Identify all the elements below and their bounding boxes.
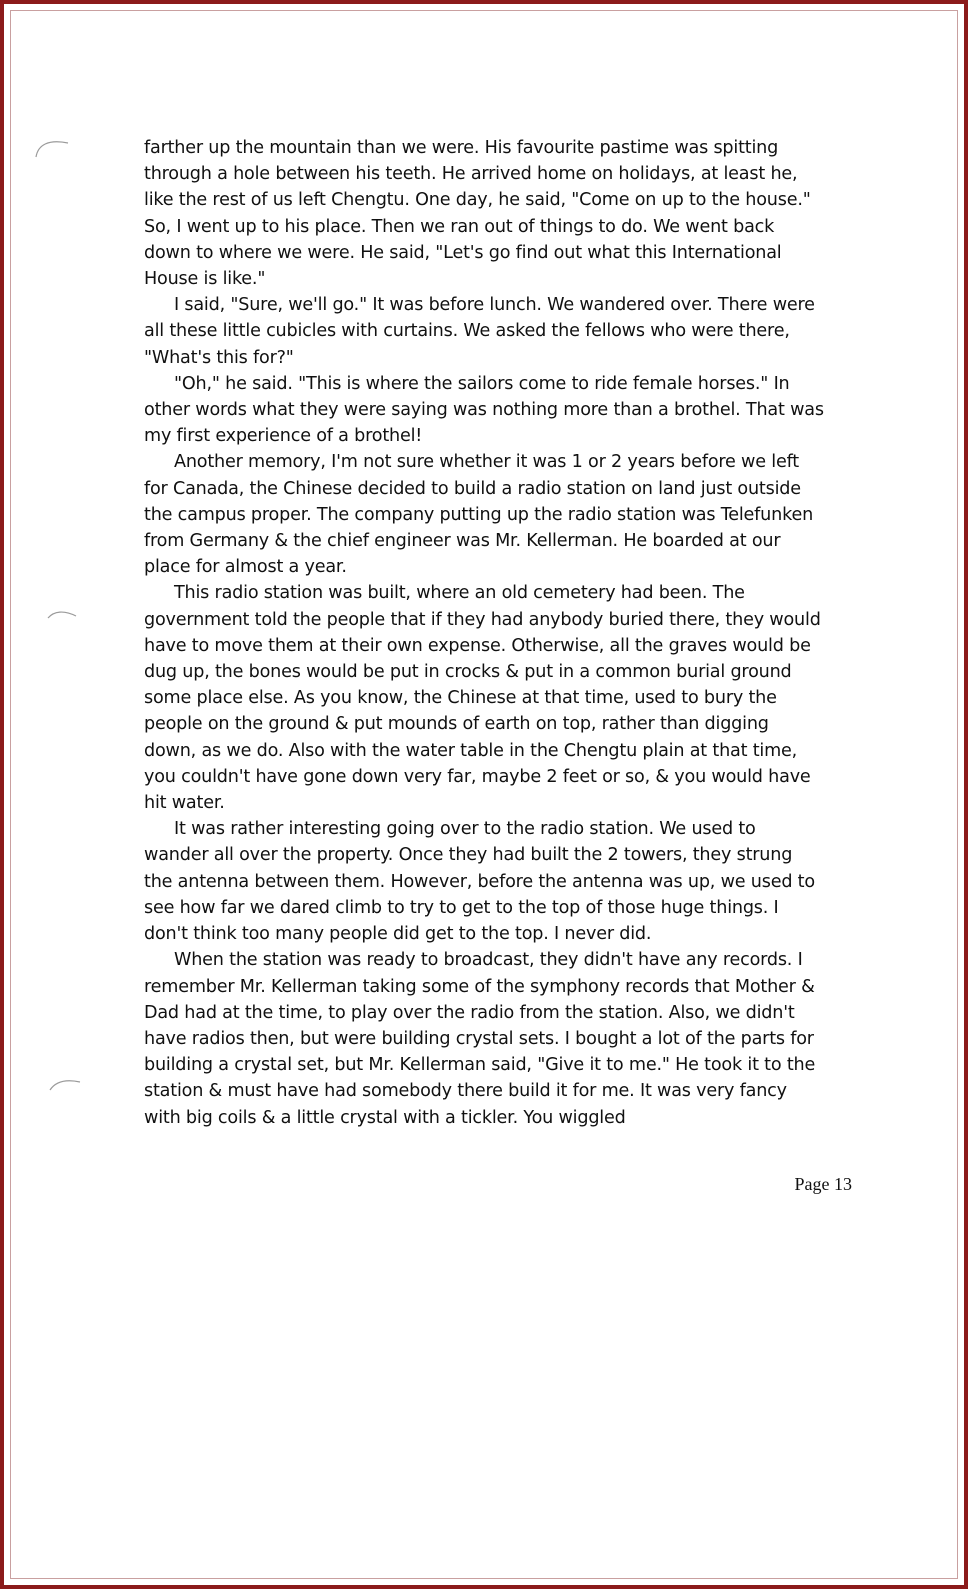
- paragraph: "Oh," he said. "This is where the sailors come to ride female horses." In other words what they were saying was nothing more than a brothel. That was my first experience of a brothel!: [144, 373, 824, 447]
- punch-hole-mark-middle: [46, 608, 82, 622]
- punch-hole-mark-top: [34, 137, 70, 151]
- page-number: Page 13: [794, 1174, 852, 1194]
- paragraph: farther up the mountain than we were. His favourite pastime was spitting through a hole between his teeth. He arrived home on holidays, at least he, like the rest of us left Chengtu. One day, he said, "Come on up to the house." So, I went up to his place. Then we ran out of things to do. We went back down to where we were. He said, "Let's go find out what this International House is like.": [144, 138, 811, 290]
- paragraph: I said, "Sure, we'll go." It was before lunch. We wandered over. There were all these little cubicles with curtains. We asked the fellows who were there, "What's this for?": [144, 295, 815, 368]
- paragraph: This radio station was built, where an old cemetery had been. The government told the people that if they had anybody buried there, they would have to move them at their own expense. Otherwise, all the graves would be dug up, the bones would be put in crocks & put in a common burial ground some place else. As you know, the Chinese at that time, used to bury the people on the ground & put mounds of earth on top, rather than digging down, as we do. Also with the water table in the Chengtu plain at that time, you couldn't have gone down very far, maybe 2 feet or so, & you would have hit water.: [144, 583, 821, 814]
- punch-hole-mark-bottom: [48, 1076, 84, 1090]
- memoir-body-text: [144, 135, 824, 1131]
- paragraph: It was rather interesting going over to the radio station. We used to wander all over the property. Once they had built the 2 towers, they strung the antenna between them. However, before the antenna was up, we used to see how far we dared climb to try to get to the top of those huge things. I don't think too many people did get to the top. I never did.: [144, 819, 815, 945]
- paragraph: Another memory, I'm not sure whether it was 1 or 2 years before we left for Canada, the Chinese decided to build a radio station on land just outside the campus proper. The company putting up the radio station was Telefunken from Germany & the chief engineer was Mr. Kellerman. He boarded at our place for almost a year.: [144, 452, 814, 578]
- paragraph: When the station was ready to broadcast, they didn't have any records. I remember Mr. Kellerman taking some of the symphony records that Mother & Dad had at the time, to play over the radio from the station. Also, we didn't have radios then, but were building crystal sets. I bought a lot of the parts for building a crystal set, but Mr. Kellerman said, "Give it to me." He took it to the station & must have had somebody there build it for me. It was very fancy with big coils & a little crystal with a tickler. You wiggled: [144, 950, 816, 1128]
